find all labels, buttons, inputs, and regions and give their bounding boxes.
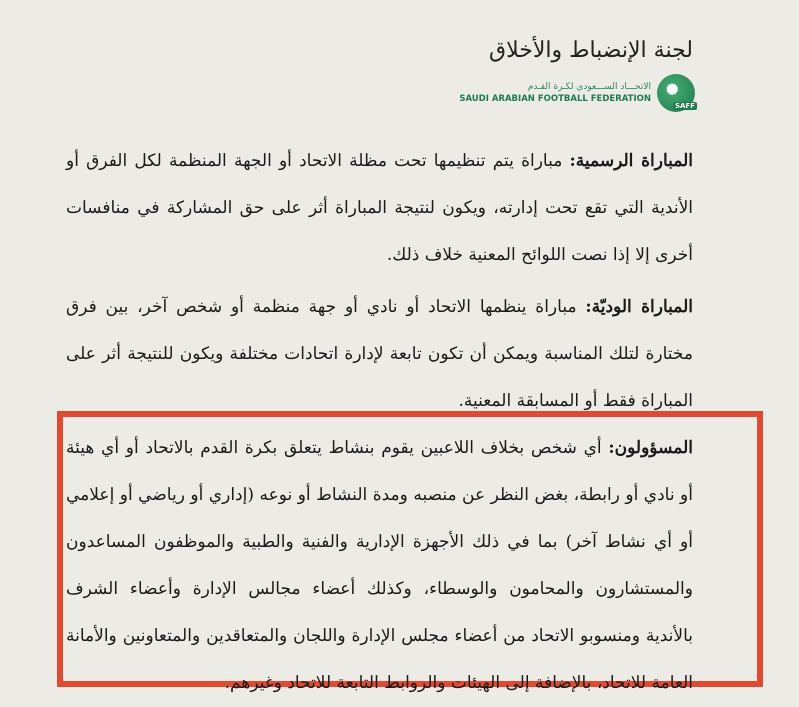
definition-officials xyxy=(66,425,693,707)
definition-term: المسؤولون: xyxy=(608,438,693,458)
saff-emblem-icon xyxy=(657,74,695,112)
committee-title: لجنة الإنضباط والأخلاق xyxy=(489,38,693,63)
logo-badge: SAFF xyxy=(674,102,695,110)
definition-term: المباراة الرسمية: xyxy=(569,151,693,171)
definition-text: مباراة ينظمها الاتحاد أو نادي أو جهة منظمة أو شخص آخر، بين فرق مختارة لتلك المناسبة ويمكن أن تكون تابعة لإدارة اتحادات مختلفة ويكون للنتيجة أثر على المباراة فقط أو المسابقة المعنية. xyxy=(66,297,693,411)
logo-text xyxy=(459,83,651,104)
definition-text: مباراة يتم تنظيمها تحت مظلة الاتحاد أو الجهة المنظمة لكل الفرق أو الأندية التي تقع تحت إدارته، ويكون لنتيجة المباراة أثر على حق المشاركة في منافسات أخرى إلا إذا نصت اللوائح المعنية خلاف ذلك. xyxy=(66,151,693,265)
logo-arabic-text: الاتحـــاد الســـعودي لكـرة القـدم xyxy=(527,81,651,92)
definition-friendly-match xyxy=(66,284,693,425)
definition-text: أي شخص بخلاف اللاعبين يقوم بنشاط يتعلق بكرة القدم بالاتحاد أو أي هيئة أو نادي أو رابطة، بغض النظر عن منصبه ومدة النشاط أو نوعه (إداري أو رياضي أو إعلامي أو أي نشاط آخر) بما في ذلك الأجهزة الإدارية والفنية والطبية والموظفون المساعدون والمستشارون والمحامون والوسطاء، وكذلك أعضاء مجالس الإدارة وأعضاء الشرف بالأندية ومنسوبو الاتحاد من أعضاء مجلس الإدارة واللجان والمتعاقدين والمتعاونين والأمانة العامة للاتحاد، بالإضافة إلى الهيئات والروابط التابعة للاتحاد وغيرهم. xyxy=(66,438,693,693)
definition-term: المباراة الوديّة: xyxy=(585,297,693,317)
definition-official-match xyxy=(66,138,693,279)
logo-english-text: SAUDI ARABIAN FOOTBALL FEDERATION xyxy=(459,93,651,104)
saff-logo xyxy=(459,74,695,112)
